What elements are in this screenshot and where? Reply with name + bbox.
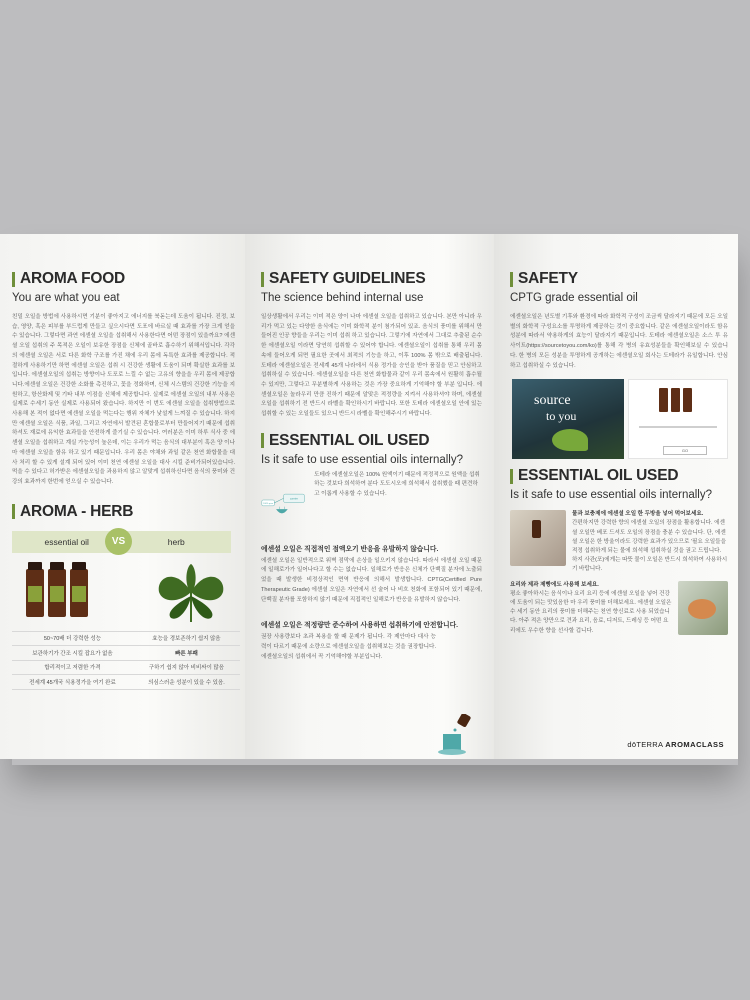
aroma-food-subtitle: You are what you eat <box>12 292 120 304</box>
food-photo <box>678 581 728 635</box>
vs-badge: VS <box>105 528 132 555</box>
safety-title: SAFETY <box>510 270 728 288</box>
safety-guidelines-subtitle: The science behind internal use <box>261 292 424 304</box>
dosage-heading: 에센셜 오일은 적정량만 준수하여 사용하면 섭취하기에 안전합니다. <box>261 622 459 630</box>
essential-oil-used-title: ESSENTIAL OIL USED <box>261 432 482 450</box>
table-row: 전세계 45개국 식용정가을 여기 완료 의심스러운 성분이 있을 수 있음. <box>12 675 240 690</box>
herb-leaf-image <box>151 562 231 624</box>
title-bar <box>12 504 15 519</box>
dilution-text: 도테라 에센셜오일은 100% 원액이기 때문에 적정적으로 원액을 섭취하는 것보다 희석하여 분다 도도시오에 희석해서 섭취했을 때 편견하고 이롭게 사용할 수 있습니다. <box>314 471 480 498</box>
pure-label: 100% pure <box>263 502 274 505</box>
essential-oil-used-title: ESSENTIAL OIL USED <box>510 467 728 485</box>
source-to-you-site <box>628 379 728 459</box>
title-bar <box>510 469 513 484</box>
comparison-table <box>12 631 240 690</box>
table-row: 보관하기가 간조 시킬 잡요가 없음 빠른 부패 <box>12 646 240 661</box>
brand-logo: dōTERRA AROMACLASS <box>627 740 724 749</box>
title-bar <box>261 433 264 448</box>
dropper-vial-icon <box>435 714 479 756</box>
panel-safety-guidelines <box>245 234 494 759</box>
dilution-illustration <box>261 471 482 535</box>
water-tip: 물과 보충제에 에센셜 오일 한 두방울 넣어 먹어보세요. 간편하지만 강력한 향의 에센셜 오일의 장점을 활용합니다. 에센셜 오일만 베포 드셔도 오일의 장점을 충분 수 있습니다. 단, 에센셜 오일은 한 방울이라도 강력한 효과가 있으므로 '필요 오일들을 적정 섭취하게 되는 물에 희석해 섭취하실 것을 권고 드립니다. 하지 사관(포)에게는 따뜻 물이 오일은 반드시 희석하여 사용하시기 바랍니다. <box>510 510 728 574</box>
title-bar <box>261 272 264 287</box>
title-bar <box>12 272 15 287</box>
safety-subtitle: CPTG grade essential oil <box>510 292 638 304</box>
aroma-food-body: 친밀 오일을 방법에 사용하시면 기분이 좋아지고 에너지를 북돋는데 도움이 됩니다. 진정, 보습, 영양, 혹은 피부를 부드럽게 만들고 싶으시다면 도포에 바르실 때 효과를 가장 크게 얻을 수 있습니다. 그렇다면 과연 에센셜 오일을 섭취해서 사용한다면 어떤 장점이 있을까요? 에센셜 오일 섭취의 주 목적은 오일이 보유한 장점을 신체에 골바로 흡수하기 위해서입니다. 각각의 에센셜 오일은 서로 다른 화학 구조를 가진 채에 우리 몸에 독특한 효과를 제공합니다. 적절하게 사용하기만 하면 에센셜 오일은 섭취 시 건강한 생활에 도움이 되며 확실한 효과를 보입니다. 에센셜오일의 섭취는 방향이나 도포로 느낄 수 없는 고유의 향을을 우리 몸에 제공합니다.에센셜 오일은 건강한 소화를 촉진하고, 꽃을 정화하며, 신체 시스템의 건강한 기능을 지원하고, 항산화제 및 기타 내부 이점을 신체에 제공합니다. 실제로 에센셜 오일의 내부 사용은 실제로 수세기 동안 실제로 사용되어 왔습니다. 하지만 이 번도 에센셜 오일을 섭취방법으로 사용해 본 적이 없다면 에센셜 오일을 먹는다는 행위 자체가 낯설게 느껴질 수 있습니다. 하지만 에센셜 오일은 식품, 과일, 그리고 자연에서 발견된 혼합물로부터 만들어지기 때문에 섭취하셔도 재료에 유익한 효과들을 안전하게 즐기실 수 있습니다. 여러분은 이미 하루 식사 중 에센셜 오일을 섭취하고 계실 가능성이 높은데, 이는 우리가 먹는 음식의 대부분이 혹은 양 이나마 에센셜 오일을 함유 하고 있기 때문입니다. 우리 몸은 야채와 과일 같은 천연 화합물을 대사 처리 할 수 있게 설계 되어 있어 이미 천연 에센셜 오일을 대사 시킬 준비가되어있습니다. 먹을 수 있다고 허가받은 에센셜오일을 과용하지 않고 알맞게 섭취하신다면 음식의 풍미와 건강의 효과까지 한번에 얻으실 수 있습니다. <box>12 314 235 485</box>
table-row: 50~70배 더 강력한 성능 효능을 경보존하기 쉽지 않음 <box>12 631 240 646</box>
oil-bottles-image <box>26 569 88 617</box>
herb-label: herb <box>167 536 185 547</box>
comparison-images <box>12 559 231 627</box>
essential-oil-label: essential oil <box>44 536 89 547</box>
panel-aroma <box>0 234 245 759</box>
carrier-label: carrier <box>289 496 299 501</box>
safety-guidelines-body: 일상생활에서 우리는 이미 적은 양이 나마 에센셜 오일을 섭취하고 있습니다. 본만 아니라 우리가 먹고 있는 다양한 음식에는 이미 화학적 분이 첨가되어 있죠. 음식의 풍미를 위해서 만들어진 인공 향들을 우리는 이미 섭취 하고 있습니다. 그렇기에 자연에서 그대로 추출된 순수한 에센셜오일 이라면 당연히 섭취할 수 있어야 합니다. 에센셜오일이 섭취를 통해 우리 몸 속에 들어오게 되면 필요한 곳에서 최적의 기능을 하고, 이후 100% 몸 밖으로 배출됩니다. 도테라 에센셜오일은 전세계 45개 나라에서 식용 정가을 승인을 받아 품질을 믿고 안심하고 섭취하실 수 있습니다. 에센셜오일을 다른 천연 화합물과 같이 우리 몸속에서 원활히 흡수될 수 있지만, 그렇다고 무분별하게 사용하는 것은 가장 중요하게 기억해야 할 부분 입니다. 에센셜오일은 놀라우리 만큼 진하기 때문에 알맞은 적정량을 지켜서 사용하셔야 하며, 에센셜오일을 섭취하기 전 반드시 라벨을 확인하시기 바랍니다. 또한 도테라 에센셜오일 안에 있는 섭취할 수 있는 오일들도 있으니 반드시 라벨을 확인해주시기 바랍니다. <box>261 314 482 418</box>
safety-body: 에센셜오일은 년도별 기후와 환경에 따라 화학적 구성이 조금씩 달라지기 때문에 모든 오일 별의 화학적 구성요소를 투명하게 제공하는 것이 중요합니다. 같은 에센셜오일이라도 함유 성분에 따라서 약용하게의 효능이 달라지기 때문입니다. 도테라 에센셜오일은 소스 투 유 사이트(https://sourcetoyou.com/ko)를 통해 각 병의 유효성분들을 확인해보실 수 있습니다. 한 병의 모든 성분을 투명하게 공개하는 에센셜오일 회사는 도테라가 유일합니다. 안심하고 섭취하실 수 있습니다. <box>510 314 728 369</box>
title-bar <box>510 272 513 287</box>
aroma-food-title: AROMA FOOD <box>12 270 235 288</box>
aroma-herb-title: AROMA - HERB <box>12 503 235 521</box>
source-to-you-photo: source to you <box>512 379 624 459</box>
panel-safety <box>494 234 738 759</box>
dilution-icon <box>261 475 306 535</box>
source-to-you-card <box>512 379 728 459</box>
essential-oil-used-subtitle: Is it safe to use essential oils internally? <box>261 453 463 466</box>
go-button: GO <box>663 446 707 455</box>
no-allergy-heading: 에센셜 오일은 직접적인 점액오기 반응을 유발하지 않습니다. <box>261 545 439 553</box>
cooking-tip: 요리와 제과 제빵에도 사용해 보세요. 평소 좋아하시는 음식이나 요리 요리 등에 에센셜 오일을 넣어 건강에 도움이 되는 맛있음한 마 우리 풍미를 더해보세요. 에센셜 오일은 수 세기 동안 요리의 풍미를 더해주는 천연 향신료로 사용 되었습니다. 아주 적은 양만으로 견과 요리, 음료, 디저트, 드레싱 등 어떤 요리에도 우수한 향을 선사할 겁니다. <box>510 581 728 636</box>
safety-guidelines-title: SAFETY GUIDELINES <box>261 270 482 288</box>
no-allergy-body: 에센셜 오일은 일반적으로 위벽 점막에 손상을 일으키지 않습니다. 따라서 에센셜 오일 때문에 일해로가가 일어나다고 할 수는 없습니다. 일해로가 반응은 신체가 단백질 분자에 노출되었을 때 발생한 비정상적인 면역 반응에 의해서 발생합니다. CPTG(Certified Pure Therapeutic Grade) 에센셜 오일은 자연에서 선 술어 나 비흐 천화에 포함되어 있기 때문에, 단백질 분자를 포함하지 않기 때문에 직접적인 일해로가 반응을 유발하지 않습니다. <box>261 557 482 603</box>
dropper-photo <box>510 510 566 566</box>
product-bottles <box>659 388 692 412</box>
vs-header <box>12 531 231 553</box>
table-row: 합리적이고 저렴한 가격 구하기 쉽지 않아 비비싸이 많음 <box>12 660 240 675</box>
dosage-body: 권장 사용량보다 초과 복용을 할 때 문제가 됩니다. 각 제안마다 대사 능력이 다르기 때문에 소량으로 에센셜오일을 섭취해보는 것을 권장합니다. 에센셜오일의 섭취에서 꼭 기억해야할 부분입니다. <box>261 634 436 660</box>
essential-oil-used-subtitle: Is it safe to use essential oils internally? <box>510 489 712 502</box>
